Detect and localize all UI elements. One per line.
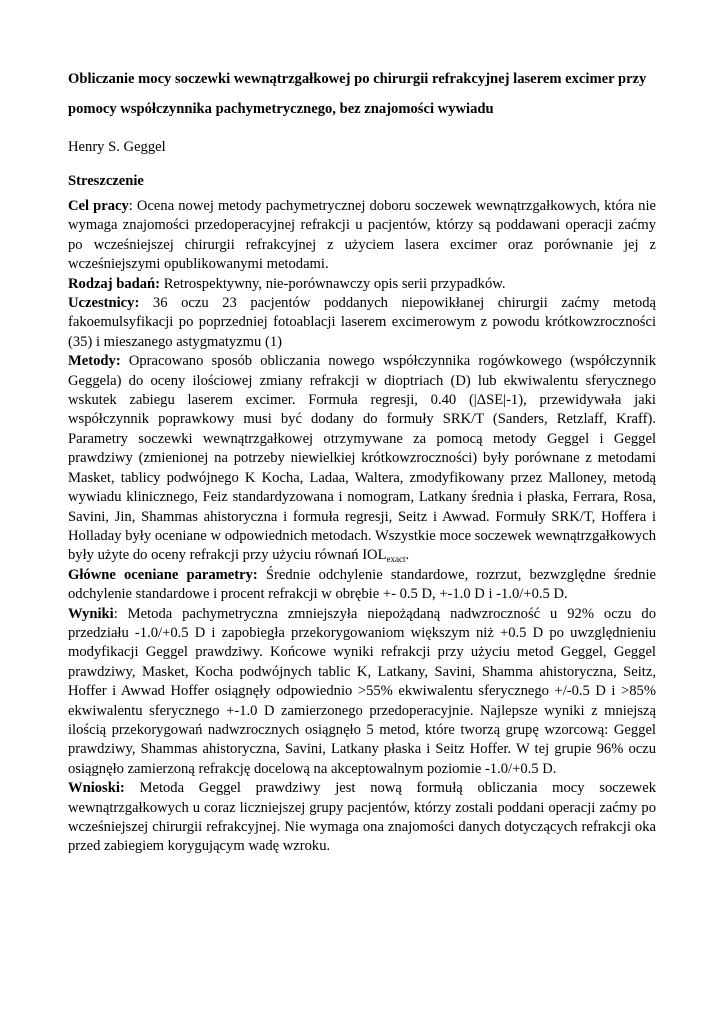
methods-text: Opracowano sposób obliczania nowego współczynnika rogówkowego (współczynnik Geggela) do oceny ilościowej zmiany refrakcji w dioptriach (D) lub ekwiwalentu sferycznego wskutek zabiegu laserem excimer. Formuła regresji, 0.40 (|ΔSE|-1), przewidywała jaki współczynnik poprawkowy musi być dodany do formuły SRK/T (Sanders, Retzlaff, Kraff). Parametry soczewki wewnątrzgałkowej otrzymywane za pomocą metody Geggel i Geggel prawdziwy (zmienionej na potrzeby niewielkiej krótkowzroczności) były porównane z metodami Masket, tablicy podwójnego K Kocha, Ladaa, Waltera, zmodyfikowany przez Malloney, metodą wywiadu klinicznego, Feiz standardyzowana i nomogram, Latkany średnia i płaska, Ferrara, Rosa, Savini, Jin, Shammas ahistoryczna i formuła regresji, Seitz i Awwad. Formuły SRK/T, Hoffera i Holladay były oceniane w odpowiednich metodach. Wszystkie moce soczewek wewnątrzgałkowych były użyte do oceny refrakcji przy użyciu równań IOL [68, 353, 656, 564]
methods-suffix: . [405, 547, 410, 564]
author-name: Henry S. Geggel [68, 139, 166, 155]
design-label: Rodzaj badań: [68, 275, 161, 292]
results-paragraph [68, 605, 656, 780]
results-text: : Metoda pachymetryczna zmniejszyła niepożądaną nadwzroczność u 92% oczu do przedziału -1.0/+0.5 D i zapobiegła przekorygowaniom większym niż +0.5 D po uwzględnieniu modyfikacji Geggel prawdziwy. Końcowe wyniki refrakcji przy użyciu metod Geggel, Geggel prawdziwy, Masket, Kocha podwójnych tablic K, Latkany, Savini, Shamma ahistoryczna, Seitz, Hoffer i Awwad Hoffer osiągnęły odpowiednio >55% ekwiwalentu sferycznego +/-0.5 D i >85% ekwiwalentu sferycznego +-1.0 D zamierzonego przedoperacyjnie. Najlepsze wyniki z mniejszą ilością przekorygowań nadwzrocznych osiągnęło 5 metod, które tworzą grupę wzorcową: Geggel prawdziwy, Shammas ahistoryczna, Savini, Latkany płaska i Seitz Hoffer. W tej grupie 96% oczu osiągnęło zamierzoną refrakcję docelową na akceptowalnym poziomie -1.0/+0.5 D. [68, 605, 656, 777]
participants-paragraph [68, 294, 656, 352]
participants-text: 36 oczu 23 pacjentów poddanych niepowikłanej chirurgii zaćmy metodą fakoemulsyfikacji po poprzedniej fotoablacji laserem excimerowym z powodu krótkowzroczności (35) i mieszanego astygmatyzmu (1) [68, 295, 656, 350]
document-page [68, 64, 656, 857]
document-title: Obliczanie mocy soczewki wewnątrzgałkowej po chirurgii refrakcyjnej laserem excimer przy pomocy współczynnika pachymetrycznego, bez znajomości wywiadu [68, 71, 647, 117]
abstract-heading: Streszczenie [68, 173, 144, 189]
methods-paragraph [68, 352, 656, 565]
conclusions-label: Wnioski: [68, 780, 125, 797]
aim-label: Cel pracy [68, 198, 129, 214]
aim-paragraph [68, 197, 656, 275]
design-text: Retrospektywny, nie-porównawczy opis serii przypadków. [160, 275, 506, 292]
abstract-body [68, 197, 656, 857]
iol-subscript: exact [386, 554, 406, 565]
outcomes-paragraph [68, 566, 656, 605]
results-label: Wyniki [68, 605, 114, 622]
participants-label: Uczestnicy: [68, 295, 140, 312]
aim-text: : Ocena nowej metody pachymetrycznej doboru soczewek wewnątrzgałkowych, która nie wymaga znajomości przedoperacyjnej refrakcji u pacjentów, którzy są poddawani operacji zaćmy po wcześniejszej chirurgii refrakcyjnej z użyciem lasera excimer oraz porównanie jej z wcześniejszymi opublikowanymi metodami. [68, 198, 656, 273]
outcomes-text: Średnie odchylenie standardowe, rozrzut, bezwzględne średnie odchylenie standardowe i procent refrakcji w obrębie +- 0.5 D, +-1.0 D i -1.0/+0.5 D. [68, 566, 656, 603]
outcomes-label: Główne oceniane parametry: [68, 566, 258, 583]
conclusions-paragraph [68, 779, 656, 857]
methods-label: Metody: [68, 353, 121, 370]
design-paragraph [68, 275, 656, 294]
conclusions-text: Metoda Geggel prawdziwy jest nową formułą obliczania mocy soczewek wewnątrzgałkowych u coraz liczniejszej grupy pacjentów, którzy zostali poddani operacji zaćmy po wcześniejszej chirurgii refrakcyjnej. Nie wymaga ona znajomości danych dotyczących refrakcji oka przed zabiegiem korygującym wadę wzroku. [68, 780, 656, 855]
